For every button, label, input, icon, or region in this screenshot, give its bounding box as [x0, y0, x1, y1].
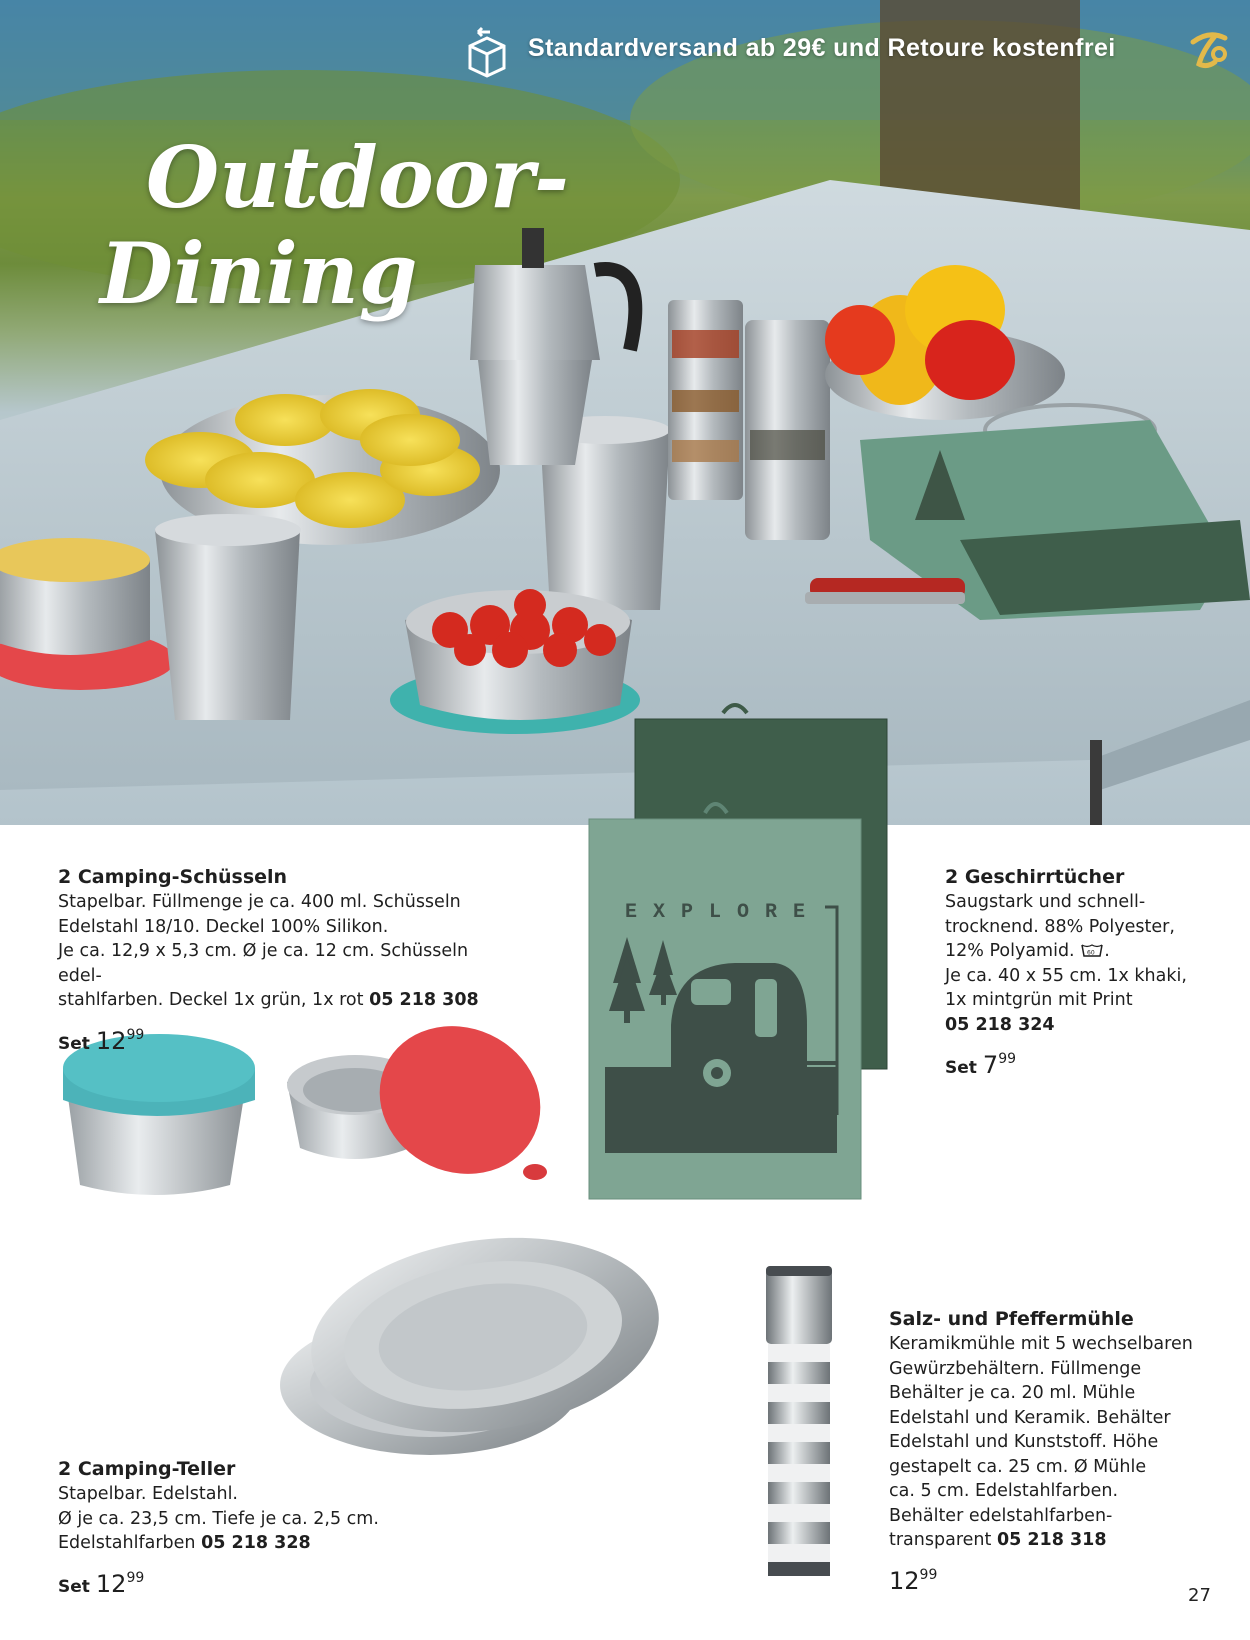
product-salt-pepper-mill — [889, 1306, 1229, 1596]
product-desc-line: Edelstahl und Kunststoff. Höhe — [889, 1432, 1159, 1452]
product-title: Salz- und Pfeffermühle — [889, 1308, 1134, 1330]
product-desc-line: Stapelbar. Edelstahl. — [58, 1484, 238, 1504]
price — [945, 1047, 1235, 1081]
price-euro: 12 — [95, 1569, 127, 1598]
price — [58, 1566, 478, 1600]
price-cent: 99 — [919, 1566, 938, 1583]
product-desc-line: ca. 5 cm. Edelstahlfarben. — [889, 1481, 1119, 1501]
product-desc-line: trocknend. 88% Polyester, — [945, 916, 1175, 937]
product-desc-line: Je ca. 12,9 x 5,3 cm. Ø je ca. 12 cm. Schüsseln edel- — [58, 941, 469, 986]
product-desc-line: Gewürzbehältern. Füllmenge — [889, 1358, 1142, 1379]
product-desc-line: stahlfarben. Deckel 1x grün, 1x rot — [58, 990, 364, 1010]
product-desc-line: Saugstark und schnell- — [945, 892, 1146, 912]
tchibo-logo-icon[interactable] — [1185, 24, 1233, 72]
article-number[interactable]: 05 218 308 — [369, 990, 479, 1010]
price-unit: Set — [58, 1576, 90, 1597]
product-desc-line: transparent — [889, 1530, 992, 1550]
wash-60-icon — [1080, 942, 1104, 958]
product-desc-line: Edelstahl und Keramik. Behälter — [889, 1407, 1171, 1428]
price-euro: 12 — [95, 1026, 127, 1055]
article-number[interactable]: 05 218 328 — [201, 1533, 311, 1553]
product-desc-line: Behälter je ca. 20 ml. Mühle — [889, 1383, 1136, 1403]
price-cent: 99 — [998, 1051, 1017, 1067]
price-cent: 99 — [126, 1569, 145, 1586]
product-desc-line: Stapelbar. Füllmenge je ca. 400 ml. Schüsseln — [58, 892, 461, 912]
price-unit: Set — [58, 1033, 90, 1054]
shipping-banner-text: Standardversand ab 29€ und Retoure kostenfrei — [528, 34, 1116, 62]
product-camping-bowls — [58, 864, 498, 1056]
price — [58, 1023, 498, 1057]
svg-text:60: 60 — [1087, 949, 1095, 957]
headline — [100, 130, 569, 322]
product-desc-line: gestapelt ca. 25 cm. Ø Mühle — [889, 1456, 1147, 1477]
shipping-banner[interactable] — [460, 24, 1240, 80]
headline-line-2: Dining — [100, 224, 418, 323]
product-title: 2 Camping-Schüsseln — [58, 866, 288, 888]
salt-pepper-mill-photo — [760, 1262, 840, 1582]
price-unit: Set — [945, 1058, 977, 1078]
product-desc-line: 1x mintgrün mit Print — [945, 990, 1133, 1010]
product-desc-line: Keramikmühle mit 5 wechselbaren — [889, 1334, 1193, 1354]
article-number[interactable]: 05 218 324 — [945, 1014, 1055, 1035]
parcel-return-icon — [460, 24, 514, 80]
product-title: 2 Geschirrtücher — [945, 866, 1125, 888]
article-number[interactable]: 05 218 318 — [996, 1530, 1107, 1550]
towel-print-text: EXPLORE — [625, 901, 822, 924]
product-camping-plates — [58, 1456, 478, 1599]
price-cent: 99 — [126, 1026, 145, 1043]
product-desc-line: Edelstahl 18/10. Deckel 100% Silikon. — [58, 916, 389, 937]
product-desc-line: Behälter edelstahlfarben- — [889, 1505, 1113, 1526]
headline-line-1: Outdoor- — [146, 128, 569, 227]
product-tea-towels: 2 Geschirrtücher Saugstark und schnell- trocknend. 88% Polyester, 12% Polyamid. 60 . Je ca. 40 x 55 cm. 1x khaki, 1x mintgrün mit Print 05 218 324 Set $7^{99}$ — [945, 864, 1235, 1081]
page-number: 27 — [1188, 1585, 1211, 1606]
product-desc-line: Ø je ca. 23,5 cm. Tiefe je ca. 2,5 cm. — [58, 1508, 379, 1529]
product-desc-line: Je ca. 40 x 55 cm. 1x khaki, — [945, 965, 1187, 986]
product-desc-line: Edelstahlfarben — [58, 1533, 196, 1553]
tea-towels-photo — [575, 695, 915, 1215]
price-euro: 12 — [889, 1566, 920, 1595]
product-title: 2 Camping-Teller — [58, 1458, 236, 1480]
camping-plates-photo — [275, 1235, 675, 1465]
price — [889, 1563, 1229, 1597]
price-euro: 7 — [982, 1051, 999, 1079]
product-desc-line: 12% Polyamid. — [945, 941, 1075, 961]
